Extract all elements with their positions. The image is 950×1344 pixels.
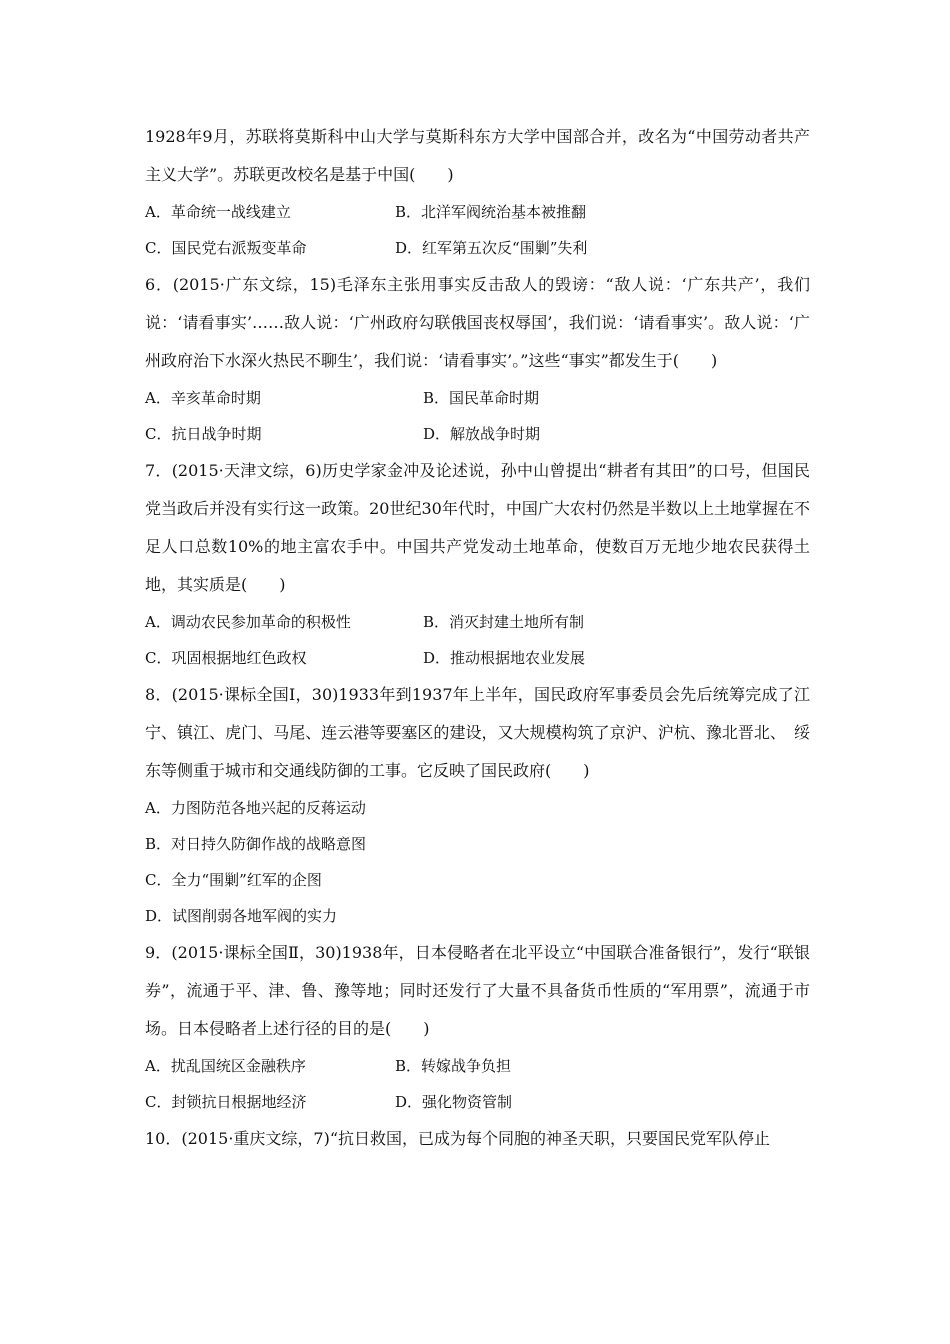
question-6-option-c[interactable]: C．抗日战争时期 bbox=[145, 425, 262, 443]
question-9 bbox=[145, 934, 810, 1120]
question-6-option-d[interactable]: D．解放战争时期 bbox=[423, 425, 541, 443]
question-5 bbox=[145, 118, 810, 266]
question-5-options-row-1 bbox=[145, 194, 810, 230]
question-7-option-c[interactable]: C．巩固根据地红色政权 bbox=[145, 649, 307, 667]
question-5-stem: 1928年9月，苏联将莫斯科中山大学与莫斯科东方大学中国部合并，改名为“中国劳动者共产主义大学”。苏联更改校名是基于中国( ) bbox=[145, 127, 810, 184]
question-9-option-d[interactable]: D．强化物资管制 bbox=[395, 1093, 513, 1111]
question-9-option-c[interactable]: C．封锁抗日根据地经济 bbox=[145, 1093, 307, 1111]
question-10-stem: 10．(2015·重庆文综，7)“抗日救国，已成为每个同胞的神圣天职，只要国民党军队停止 bbox=[145, 1129, 771, 1148]
question-8-option-b[interactable]: B．对日持久防御作战的战略意图 bbox=[145, 835, 367, 853]
question-5-options-row-2 bbox=[145, 230, 810, 266]
question-6-option-a[interactable]: A．辛亥革命时期 bbox=[145, 389, 261, 407]
question-6-option-b[interactable]: B．国民革命时期 bbox=[423, 389, 540, 407]
question-6-stem: 6．(2015·广东文综，15)毛泽东主张用事实反击敌人的毁谤：“敌人说：‘广东共产’，我们说：‘请看事实’……敌人说：‘广州政府勾联俄国丧权辱国’，我们说：‘请看事实’。敌人说：‘广州政府治下水深火热民不聊生’，我们说：‘请看事实’。”这些“事实”都发生于( ) bbox=[145, 275, 810, 370]
question-7-options-row-2 bbox=[145, 640, 810, 676]
question-6 bbox=[145, 266, 810, 452]
question-9-stem: 9．(2015·课标全国Ⅱ，30)1938年，日本侵略者在北平设立“中国联合准备银行”，发行“联银券”，流通于平、津、鲁、豫等地；同时还发行了大量不具备货币性质的“军用票”，流通于市场。日本侵略者上述行径的目的是( ) bbox=[145, 943, 810, 1038]
question-7-option-a[interactable]: A．调动农民参加革命的积极性 bbox=[145, 613, 351, 631]
question-9-options-row-1 bbox=[145, 1048, 810, 1084]
question-8-stem: 8．(2015·课标全国Ⅰ，30)1933年到1937年上半年，国民政府军事委员会先后统筹完成了江宁、镇江、虎门、马尾、连云港等要塞区的建设，又大规模构筑了京沪、沪杭、豫北晋北、 绥东等侧重于城市和交通线防御的工事。它反映了国民政府( ) bbox=[145, 685, 810, 780]
question-8-option-a[interactable]: A．力图防范各地兴起的反蒋运动 bbox=[145, 799, 366, 817]
question-7 bbox=[145, 452, 810, 676]
question-8 bbox=[145, 676, 810, 934]
question-6-options-row-1 bbox=[145, 380, 810, 416]
question-8-option-c[interactable]: C．全力“围剿”红军的企图 bbox=[145, 871, 322, 889]
document-page bbox=[145, 118, 810, 1158]
question-9-option-a[interactable]: A．扰乱国统区金融秩序 bbox=[145, 1057, 306, 1075]
question-7-options-row-1 bbox=[145, 604, 810, 640]
question-5-option-a[interactable]: A．革命统一战线建立 bbox=[145, 203, 291, 221]
question-9-options-row-2 bbox=[145, 1084, 810, 1120]
question-5-option-d[interactable]: D．红军第五次反“围剿”失利 bbox=[395, 239, 588, 257]
question-6-options-row-2 bbox=[145, 416, 810, 452]
question-5-option-b[interactable]: B．北洋军阀统治基本被推翻 bbox=[395, 203, 587, 221]
question-7-stem: 7．(2015·天津文综，6)历史学家金冲及论述说，孙中山曾提出“耕者有其田”的口号，但国民党当政后并没有实行这一政策。20世纪30年代时，中国广大农村仍然是半数以上土地掌握在不足人口总数10%的地主富农手中。中国共产党发动土地革命，使数百万无地少地农民获得土地，其实质是( ) bbox=[145, 461, 810, 594]
question-7-option-d[interactable]: D．推动根据地农业发展 bbox=[423, 649, 586, 667]
question-8-option-d[interactable]: D．试图削弱各地军阀的实力 bbox=[145, 907, 338, 925]
question-7-option-b[interactable]: B．消灭封建土地所有制 bbox=[423, 613, 585, 631]
question-10 bbox=[145, 1120, 810, 1158]
question-5-option-c[interactable]: C．国民党右派叛变革命 bbox=[145, 239, 307, 257]
question-9-option-b[interactable]: B．转嫁战争负担 bbox=[395, 1057, 512, 1075]
